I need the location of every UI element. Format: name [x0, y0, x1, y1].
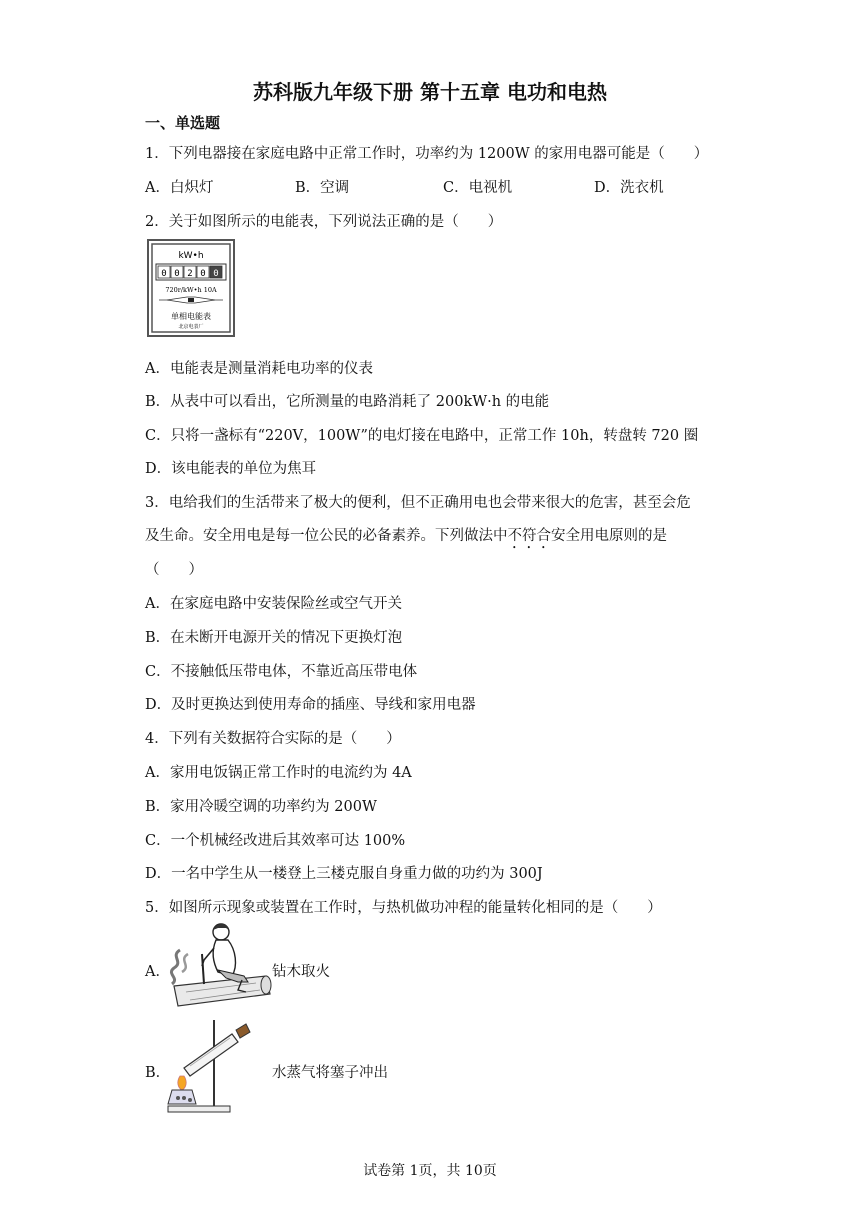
q1-option-c: C．电视机 — [443, 180, 513, 196]
q1-option-a: A．白炽灯 — [145, 180, 214, 196]
q5-option-b-label: B． — [145, 1065, 171, 1081]
q1-stem: 1．下列电器接在家庭电路中正常工作时，功率约为 1200W 的家用电器可能是（ ） — [145, 146, 709, 162]
q4-option-a: A．家用电饭锅正常工作时的电流约为 4A — [145, 765, 412, 781]
page-footer: 试卷第 1页，共 10页 — [363, 1163, 497, 1179]
q5-option-a-caption: 钻木取火 — [272, 964, 330, 980]
q3-option-a: A．在家庭电路中安装保险丝或空气开关 — [145, 596, 402, 612]
steam-stopper-figure — [160, 1018, 260, 1116]
meter-digit: 0 — [200, 269, 206, 279]
q4-option-d: D．一名中学生从一楼登上三楼克服自身重力做的功约为 300J — [145, 866, 543, 882]
meter-digit: 0 — [161, 269, 167, 279]
q5-option-a-label: A． — [145, 964, 170, 980]
page-title: 苏科版九年级下册 第十五章 电功和电热 — [253, 80, 607, 104]
meter-unit: kW•h — [178, 251, 204, 261]
meter-digit: 0 — [213, 269, 219, 279]
q1-option-b: B．空调 — [295, 180, 350, 196]
q5-stem: 5．如图所示现象或装置在工作时，与热机做功冲程的能量转化相同的是（ ） — [145, 900, 662, 916]
q1-option-d: D．洗衣机 — [594, 180, 664, 196]
q3-option-c: C．不接触低压带电体，不靠近高压带电体 — [145, 664, 418, 680]
q2-stem: 2．关于如图所示的电能表，下列说法正确的是（ ） — [145, 214, 503, 230]
q2-option-a: A．电能表是测量消耗电功率的仪表 — [145, 361, 373, 377]
meter-spec: 720r/kW•h 10A — [165, 286, 217, 294]
q2-option-d: D．该电能表的单位为焦耳 — [145, 461, 317, 477]
drilling-wood-figure — [166, 920, 276, 1010]
section-heading: 一、单选题 — [145, 114, 221, 132]
meter-maker: 北京电表厂 — [178, 324, 204, 330]
q4-option-c: C．一个机械经改进后其效率可达 100% — [145, 833, 406, 849]
meter-name: 单相电能表 — [171, 312, 211, 321]
q2-option-b: B．从表中可以看出，它所测量的电路消耗了 200kW·h 的电能 — [145, 394, 550, 410]
q3-stem-line1: 3．电给我们的生活带来了极大的便利，但不正确用电也会带来很大的危害，甚至会危 — [145, 495, 691, 511]
q4-option-b: B．家用冷暖空调的功率约为 200W — [145, 799, 377, 815]
meter-digit: 2 — [187, 269, 193, 279]
emphasis-text: 不符合 — [507, 528, 551, 544]
q4-stem: 4．下列有关数据符合实际的是（ ） — [145, 731, 401, 747]
q3-stem-line3: （ ） — [145, 562, 203, 578]
meter-digits — [158, 266, 222, 279]
electric-meter-figure — [147, 239, 235, 337]
q3-option-b: B．在未断开电源开关的情况下更换灯泡 — [145, 630, 403, 646]
q2-option-c: C．只将一盏标有“220V，100W”的电灯接在电路中，正常工作 10h，转盘转 720 圈 — [145, 428, 699, 444]
meter-digit: 0 — [174, 269, 180, 279]
q5-option-b-caption: 水蒸气将塞子冲出 — [272, 1065, 388, 1081]
q3-option-d: D．及时更换达到使用寿命的插座、导线和家用电器 — [145, 697, 476, 713]
q3-stem-line2: 及生命。安全用电是每一位公民的必备素养。下列做法中不符合安全用电原则的是 — [145, 528, 667, 544]
